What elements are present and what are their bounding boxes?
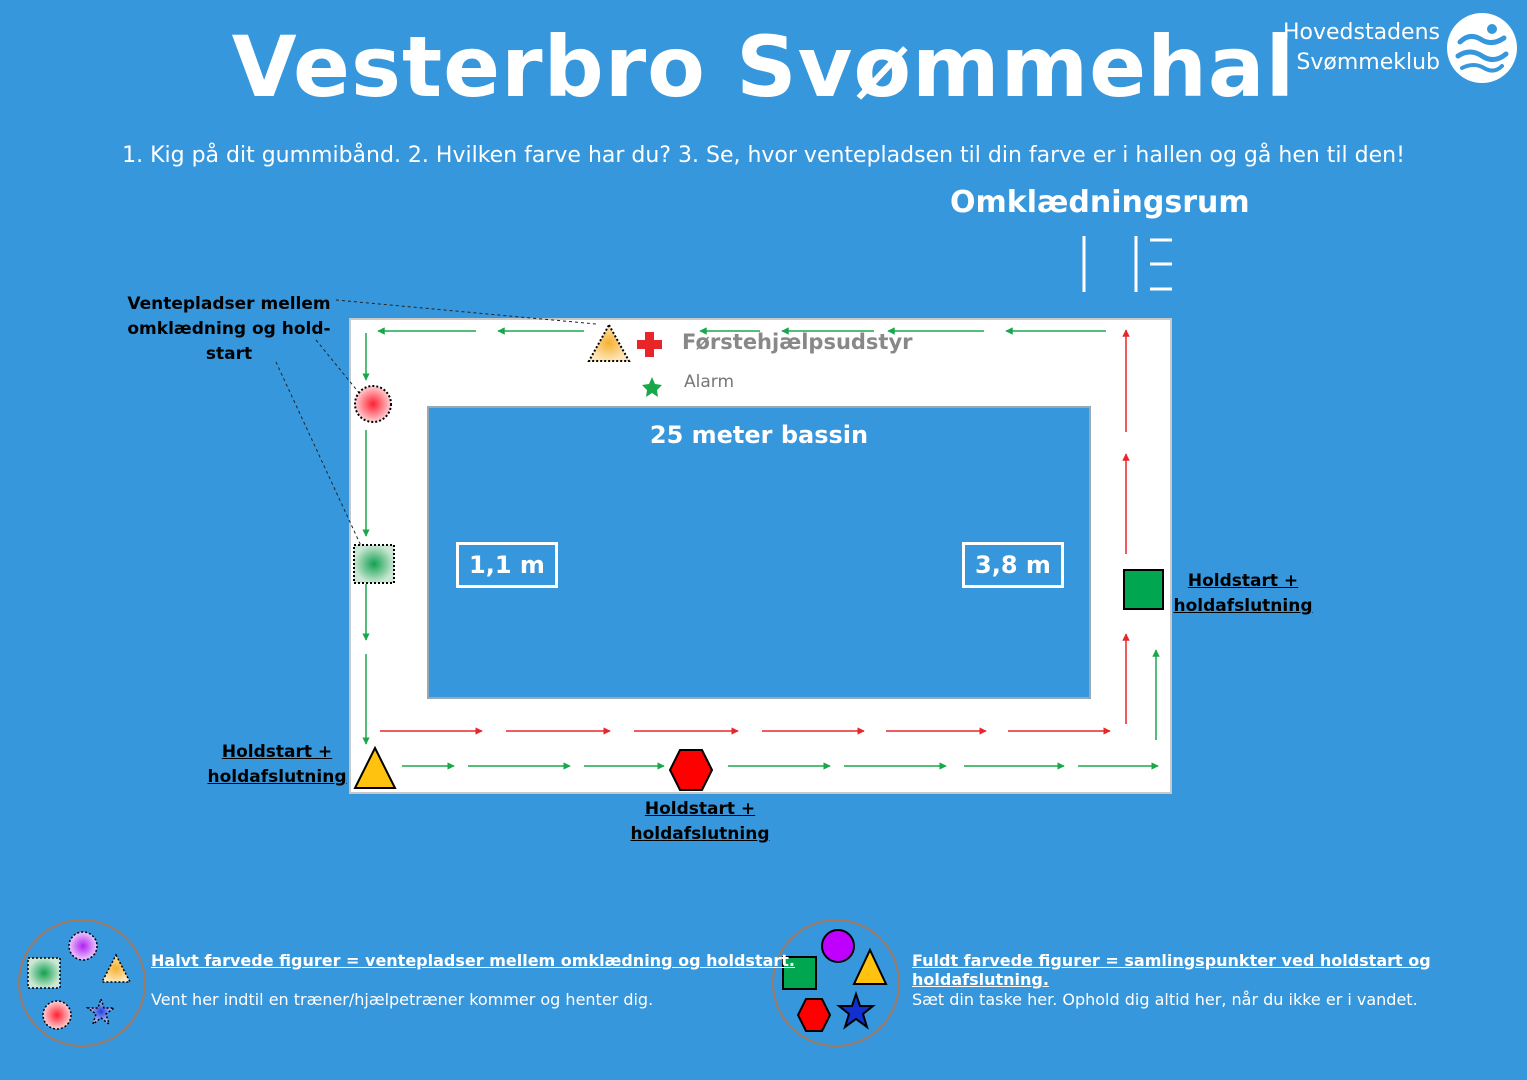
legend-full-icons (773, 920, 899, 1046)
team-start-label-left-line1: Holdstart + (221, 742, 333, 762)
gather-green-square (1124, 570, 1163, 609)
first-aid-label: Førstehjælpsudstyr (682, 330, 913, 354)
team-start-label-bottom-line2: holdafslutning (630, 824, 770, 844)
instructions-text: 1. Kig på dit gummibånd. 2. Hvilken farve har du? 3. Se, hvor ventepladsen til din farve er i hallen og gå hen til den! (122, 143, 1405, 168)
wait-green-square (354, 545, 394, 583)
team-start-label-left-line2: holdafslutning (207, 767, 347, 787)
team-start-label-right (1165, 569, 1321, 619)
legend-full-title: Fuldt farvede figurer = samlingspunkter ved holdstart og holdafslutning. (912, 951, 1431, 989)
club-name-line2: Svømmeklub (1296, 50, 1440, 75)
pool-name: 25 meter bassin (649, 421, 869, 449)
changing-room-label: Omklædningsrum (950, 185, 1250, 220)
waiting-spots-label-line2: omklædning og hold- (127, 319, 331, 339)
alarm-label: Alarm (684, 372, 735, 392)
wait-red-circle (355, 386, 391, 422)
team-start-label-bottom (620, 797, 780, 847)
gather-red-hexagon (670, 750, 712, 790)
waiting-spots-label-line1: Ventepladser mellem (127, 294, 331, 314)
depth-deep-badge: 3,8 m (962, 542, 1064, 588)
team-start-label-right-line1: Holdstart + (1187, 571, 1299, 591)
door-icon (1084, 236, 1172, 292)
waiting-spots-label (118, 292, 340, 367)
team-start-label-right-line2: holdafslutning (1173, 596, 1313, 616)
legend-half-description: Vent her indtil en træner/hjælpetræner kommer og henter dig. (151, 990, 654, 1009)
club-name-line1: Hovedstadens (1283, 20, 1440, 45)
legend-half-icons (19, 920, 145, 1046)
depth-shallow-badge: 1,1 m (456, 542, 558, 588)
page-title: Vesterbro Svømmehal (231, 18, 1296, 116)
team-start-label-bottom-line1: Holdstart + (644, 799, 756, 819)
legend-full-description: Sæt din taske her. Ophold dig altid her, når du ikke er i vandet. (912, 990, 1418, 1009)
legend-half-title: Halvt farvede figurer = ventepladser mellem omklædning og holdstart. (151, 951, 796, 970)
waiting-spots-label-line3: start (205, 344, 253, 364)
team-start-label-left (200, 740, 354, 790)
